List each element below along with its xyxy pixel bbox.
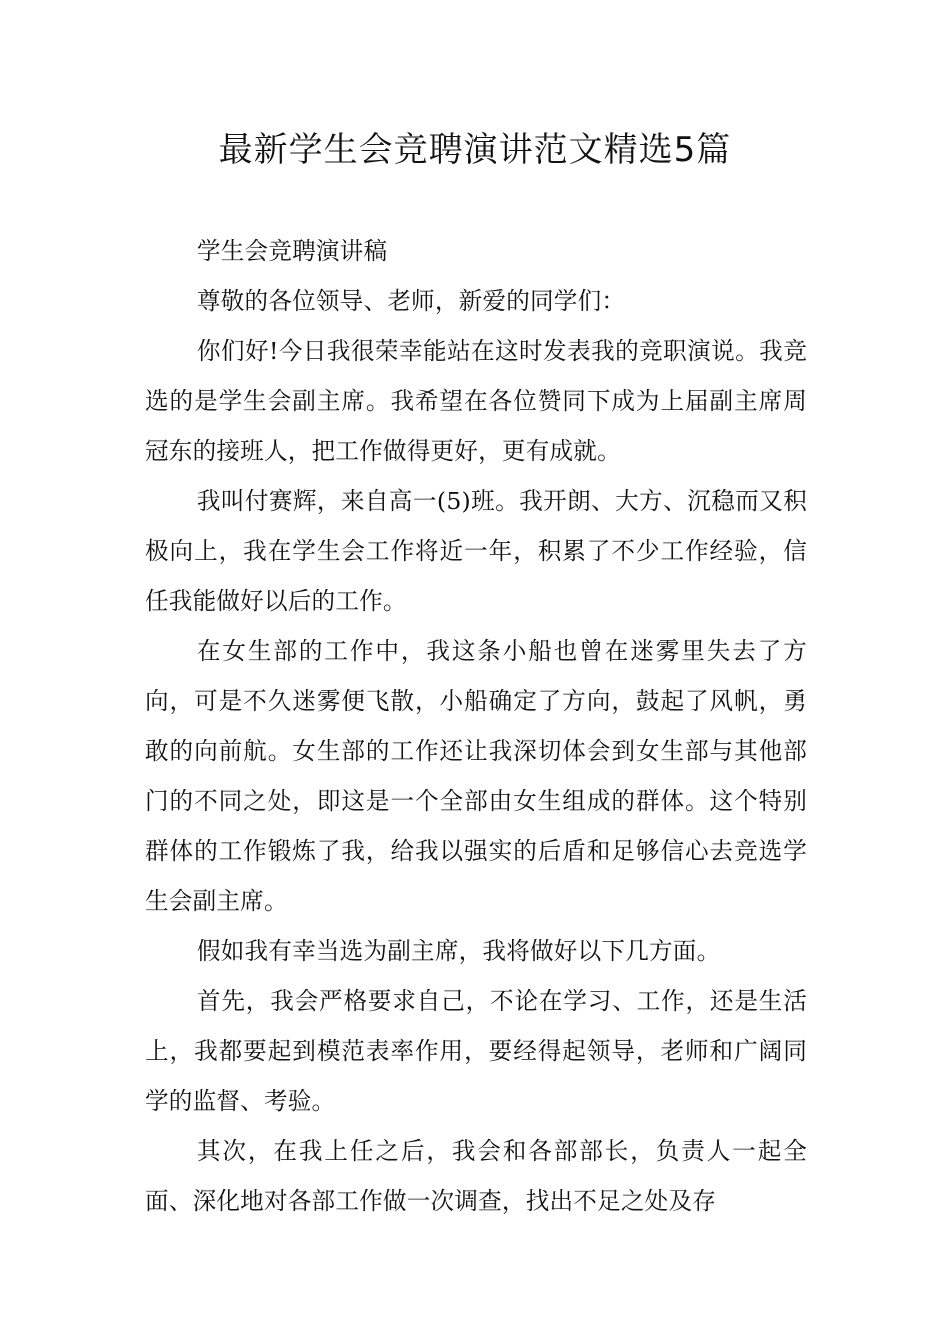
document-title: 最新学生会竞聘演讲范文精选5篇 (218, 130, 732, 170)
paragraph: 在女生部的工作中，我这条小船也曾在迷雾里失去了方向，可是不久迷雾便飞散，小船确定了方向，鼓起了风帆，勇敢的向前航。女生部的工作还让我深切体会到女生部与其他部门的不同之处，即这是一个全部由女生组成的群体。这个特别群体的工作锻炼了我，给我以强实的后盾和足够信心去竞选学生会副主席。 (145, 637, 807, 915)
paragraph-heading: 学生会竞聘演讲稿 (196, 237, 388, 265)
paragraph: 其次，在我上任之后，我会和各部部长，负责人一起全面、深化地对各部工作做一次调查，找出不足之处及存 (145, 1137, 807, 1215)
paragraph: 我叫付赛辉，来自高一(5)班。我开朗、大方、沉稳而又积极向上，我在学生会工作将近一年，积累了不少工作经验，信任我能做好以后的工作。 (145, 487, 807, 615)
paragraph: 首先，我会严格要求自己，不论在学习、工作，还是生活上，我都要起到模范表率作用，要经得起领导，老师和广阔同学的监督、考验。 (145, 987, 807, 1115)
document-body (145, 226, 807, 1226)
paragraph: 假如我有幸当选为副主席，我将做好以下几方面。 (196, 937, 721, 965)
paragraph: 你们好!今日我很荣幸能站在这时发表我的竞职演说。我竞选的是学生会副主席。我希望在各位赞同下成为上届副主席周冠东的接班人，把工作做得更好，更有成就。 (145, 337, 807, 465)
paragraph-salutation: 尊敬的各位领导、老师，新爱的同学们： (196, 287, 626, 315)
